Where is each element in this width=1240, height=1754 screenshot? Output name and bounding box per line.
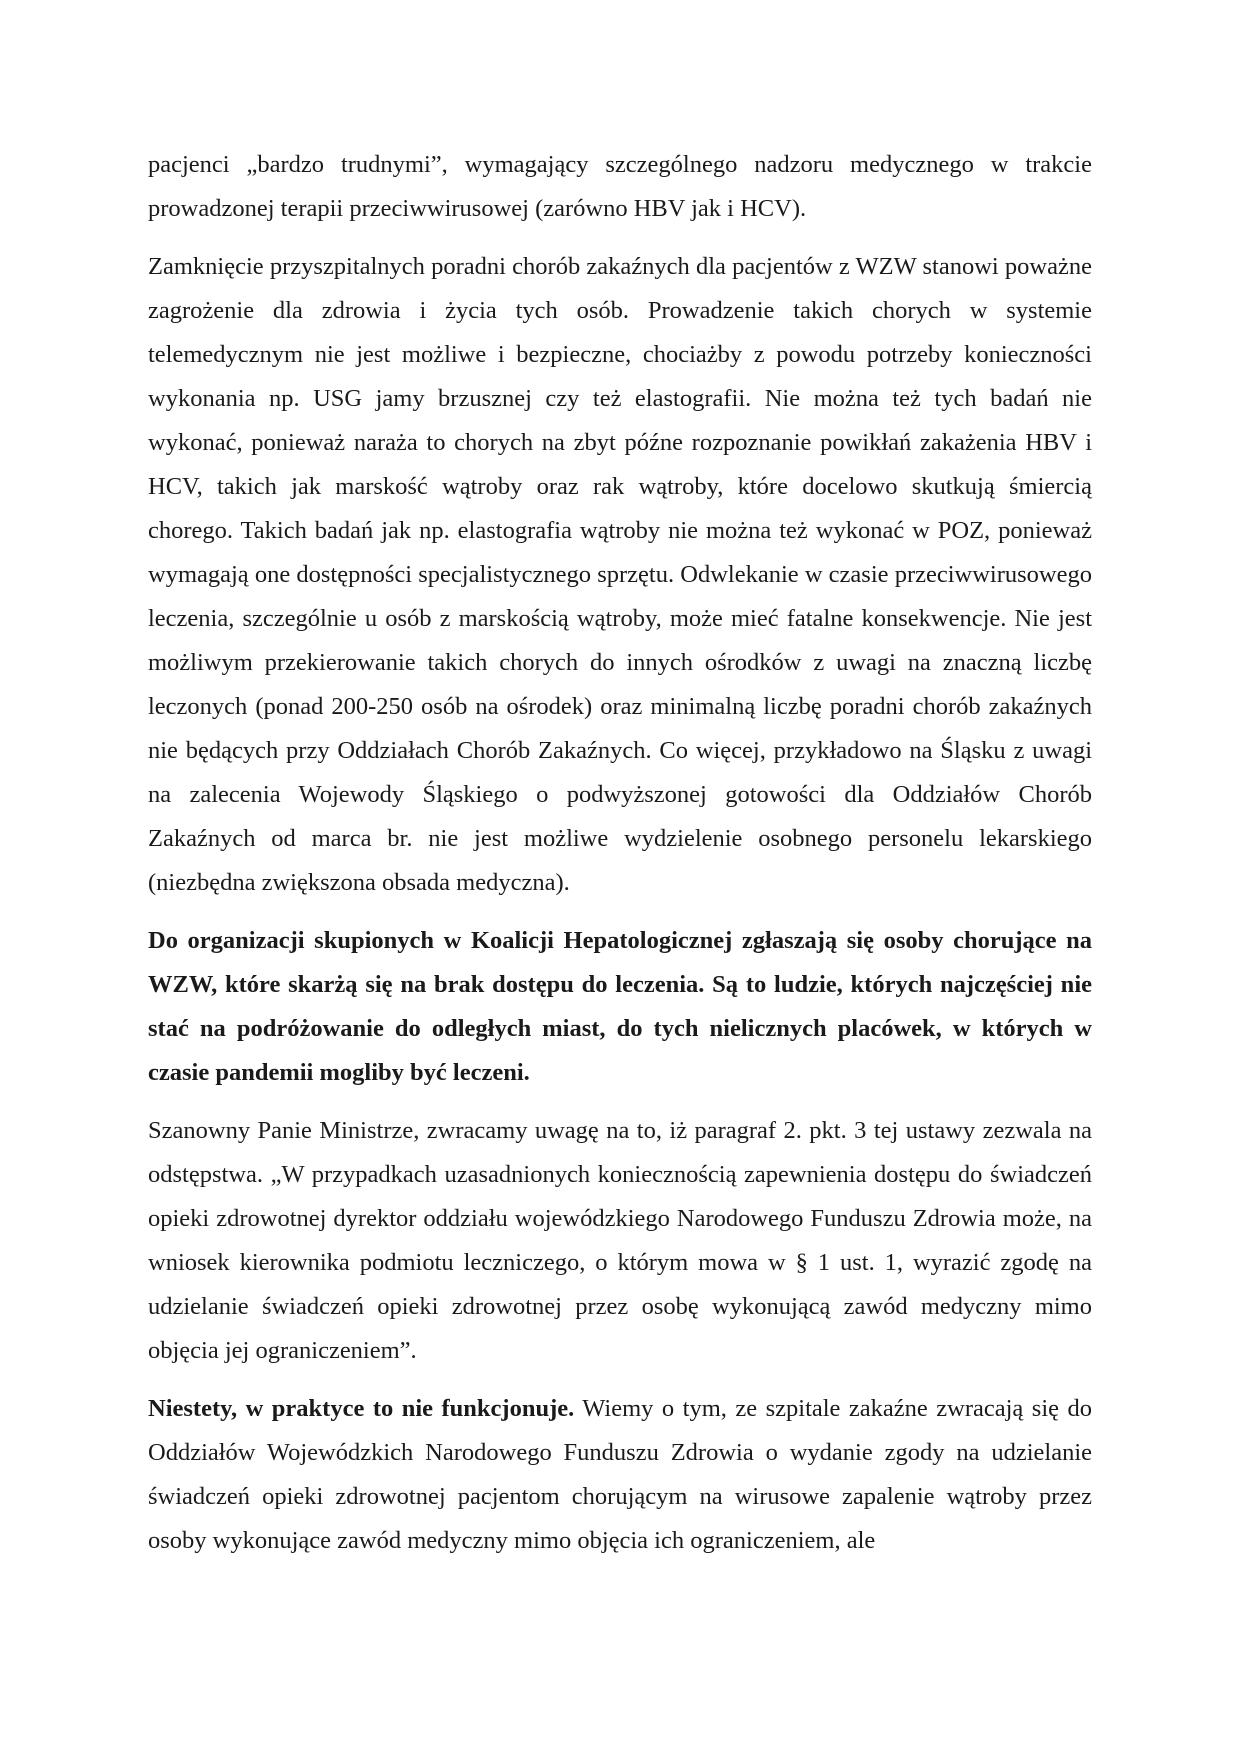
paragraph-5: [148, 1387, 1092, 1563]
paragraph-5-bold-lead: Niestety, w praktyce to nie funkcjonuje.: [148, 1395, 575, 1422]
paragraph-2: Zamknięcie przyszpitalnych poradni chorób zakaźnych dla pacjentów z WZW stanowi poważne zagrożenie dla zdrowia i życia tych osób. Prowadzenie takich chorych w systemie telemedycznym nie jest możliwe i bezpieczne, chociażby z powodu potrzeby konieczności wykonania np. USG jamy brzusznej czy też elastografii. Nie można też tych badań nie wykonać, ponieważ naraża to chorych na zbyt późne rozpoznanie powikłań zakażenia HBV i HCV, takich jak marskość wątroby oraz rak wątroby, które docelowo skutkują śmiercią chorego. Takich badań jak np. elastografia wątroby nie można też wykonać w POZ, ponieważ wymagają one dostępności specjalistycznego sprzętu. Odwlekanie w czasie przeciwwirusowego leczenia, szczególnie u osób z marskością wątroby, może mieć fatalne konsekwencje. Nie jest możliwym przekierowanie takich chorych do innych ośrodków z uwagi na znaczną liczbę leczonych (ponad 200-250 osób na ośrodek) oraz minimalną liczbę poradni chorób zakaźnych nie będących przy Oddziałach Chorób Zakaźnych. Co więcej, przykładowo na Śląsku z uwagi na zalecenia Wojewody Śląskiego o podwyższonej gotowości dla Oddziałów Chorób Zakaźnych od marca br. nie jest możliwe wydzielenie osobnego personelu lekarskiego (niezbędna zwiększona obsada medyczna).: [148, 253, 1092, 896]
paragraph-1: pacjenci „bardzo trudnymi”, wymagający szczególnego nadzoru medycznego w trakcie prowadzonej terapii przeciwwirusowej (zarówno HBV jak i HCV).: [148, 151, 1092, 222]
document-page: [148, 143, 1092, 1563]
paragraph-4: Szanowny Panie Ministrze, zwracamy uwagę na to, iż paragraf 2. pkt. 3 tej ustawy zezwala na odstępstwa. „W przypadkach uzasadnionych koniecznością zapewnienia dostępu do świadczeń opieki zdrowotnej dyrektor oddziału wojewódzkiego Narodowego Funduszu Zdrowia może, na wniosek kierownika podmiotu leczniczego, o którym mowa w § 1 ust. 1, wyrazić zgodę na udzielanie świadczeń opieki zdrowotnej przez osobę wykonującą zawód medyczny mimo objęcia jej ograniczeniem”.: [148, 1117, 1092, 1364]
paragraph-5-text: Wiemy o tym, ze szpitale zakaźne zwracają się do Oddziałów Wojewódzkich Narodowego Funduszu Zdrowia o wydanie zgody na udzielanie świadczeń opieki zdrowotnej pacjentom chorującym na wirusowe zapalenie wątroby przez osoby wykonujące zawód medyczny mimo objęcia ich ograniczeniem, ale: [148, 1395, 1092, 1554]
paragraph-3-bold: Do organizacji skupionych w Koalicji Hepatologicznej zgłaszają się osoby chorujące na WZW, które skarżą się na brak dostępu do leczenia. Są to ludzie, których najczęściej nie stać na podróżowanie do odległych miast, do tych nielicznych placówek, w których w czasie pandemii mogliby być leczeni.: [148, 927, 1092, 1086]
